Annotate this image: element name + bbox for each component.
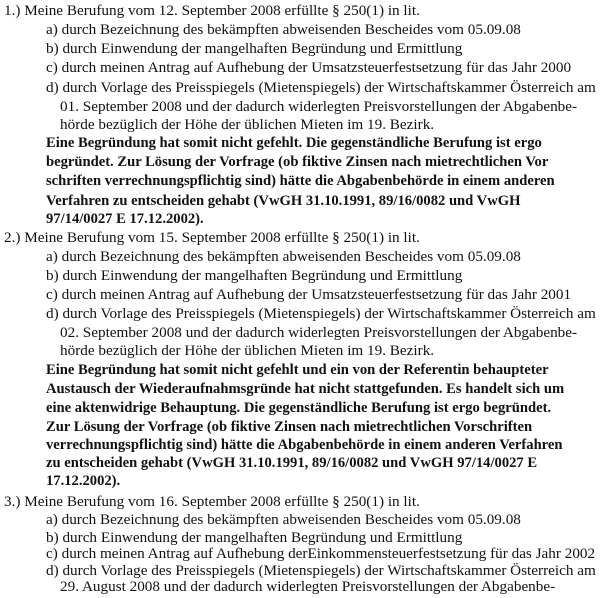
section-2-item-c: c) durch meinen Antrag auf Aufhebung der Umsatzsteuerfestsetzung für das Jahr 2001 (46, 285, 572, 303)
section-2-bold-3: eine aktenwidrige Behauptung. Die gegenständliche Berufung ist ergo begründet. (46, 399, 552, 416)
section-2-heading: 2.) Meine Berufung vom 15. September 2008 erfüllte § 250(1) in lit. (4, 229, 420, 246)
section-1-item-c: c) durch meinen Antrag auf Aufhebung der Umsatzsteuerfestsetzung für das Jahr 2000 (46, 59, 572, 77)
section-3-item-c: c) durch meinen Antrag auf Aufhebung derEinkommensteuerfestsetzung für das Jahr 2002 (46, 545, 596, 563)
section-3-item-a: a) durch Bezeichnung des bekämpften abweisenden Bescheides vom 05.09.08 (46, 510, 521, 528)
section-1-item-a: a) durch Bezeichnung des bekämpften abweisenden Bescheides vom 05.09.08 (46, 21, 521, 39)
section-1-bold-2: begründet. Zur Lösung der Vorfrage (ob fiktive Zinsen nach mietrechtlichen Vor (46, 154, 549, 171)
section-2-bold-4: Zur Lösung der Vorfrage (ob fiktive Zinsen nach mietrechtlichen Vorschriften (46, 418, 533, 435)
section-2-item-b: b) durch Einwendung der mangelhaften Begründung und Ermittlung (46, 267, 463, 285)
section-1-item-b: b) durch Einwendung der mangelhaften Begründung und Ermittlung (46, 40, 463, 58)
section-1-bold-1: Eine Begründung hat somit nicht gefehlt. Die gegenständliche Berufung ist ergo (46, 135, 542, 152)
section-2-bold-2: Austausch der Wiederaufnahmsgründe hat nicht stattgefunden. Es handelt sich um (46, 381, 565, 398)
section-2-bold-1: Eine Begründung hat somit nicht gefehlt und ein von der Referentin behaupteter (46, 362, 549, 379)
section-1-continuation-1: 01. September 2008 und der dadurch widerlegten Preisvorstellungen der Abgabenbe- (60, 97, 578, 115)
section-1-bold-5: 97/14/0027 E 17.12.2002). (46, 210, 204, 227)
section-2-bold-7: 17.12.2002). (46, 473, 121, 490)
section-2-bold-5: verrechnungspflichtig sind) hätte die Abgabenbehörde in einem anderen Verfahren (46, 436, 563, 453)
section-1-heading: 1.) Meine Berufung vom 12. September 2008 erfüllte § 250(1) in lit. (4, 1, 420, 19)
section-2-item-d: d) durch Vorlage des Preisspiegels (Mietenspiegels) der Wirtschaftskammer Österreich am (46, 304, 596, 322)
section-2-continuation-2: hörde bezüglich der Höhe der üblichen Mieten im 19. Bezirk. (60, 342, 435, 360)
section-1-bold-4: Verfahren zu entscheiden gehabt (VwGH 31.10.1991, 89/16/0082 und VwGH (46, 192, 521, 209)
section-3-heading: 3.) Meine Berufung vom 16. September 2008 erfüllte § 250(1) in lit. (4, 492, 420, 510)
section-1-item-d: d) durch Vorlage des Preisspiegels (Mietenspiegels) der Wirtschaftskammer Österreich am (46, 78, 596, 96)
section-3-item-b: b) durch Einwendung der mangelhaften Begründung und Ermittlung (46, 528, 463, 546)
section-2-item-a: a) durch Bezeichnung des bekämpften abweisenden Bescheides vom 05.09.08 (46, 248, 521, 266)
section-1-bold-3: schriften verrechnungspflichtig sind) hätte die Abgabenbehörde in einem anderen (46, 173, 555, 190)
section-2-bold-6: zu entscheiden gehabt (VwGH 31.10.1991, 89/16/0082 und VwGH 97/14/0027 E (46, 455, 538, 472)
section-3-continuation-1: 29. August 2008 und der dadurch widerlegten Preisvorstellungen der Abgabenbe- (60, 577, 556, 595)
section-3-item-d: d) durch Vorlage des Preisspiegels (Mietenspiegels) der Wirtschaftskammer Österreich am (46, 561, 596, 579)
section-2-continuation-1: 02. September 2008 und der dadurch widerlegten Preisvorstellungen der Abgabenbe- (60, 323, 578, 341)
section-1-continuation-2: hörde bezüglich der Höhe der üblichen Mieten im 19. Bezirk. (60, 115, 435, 133)
